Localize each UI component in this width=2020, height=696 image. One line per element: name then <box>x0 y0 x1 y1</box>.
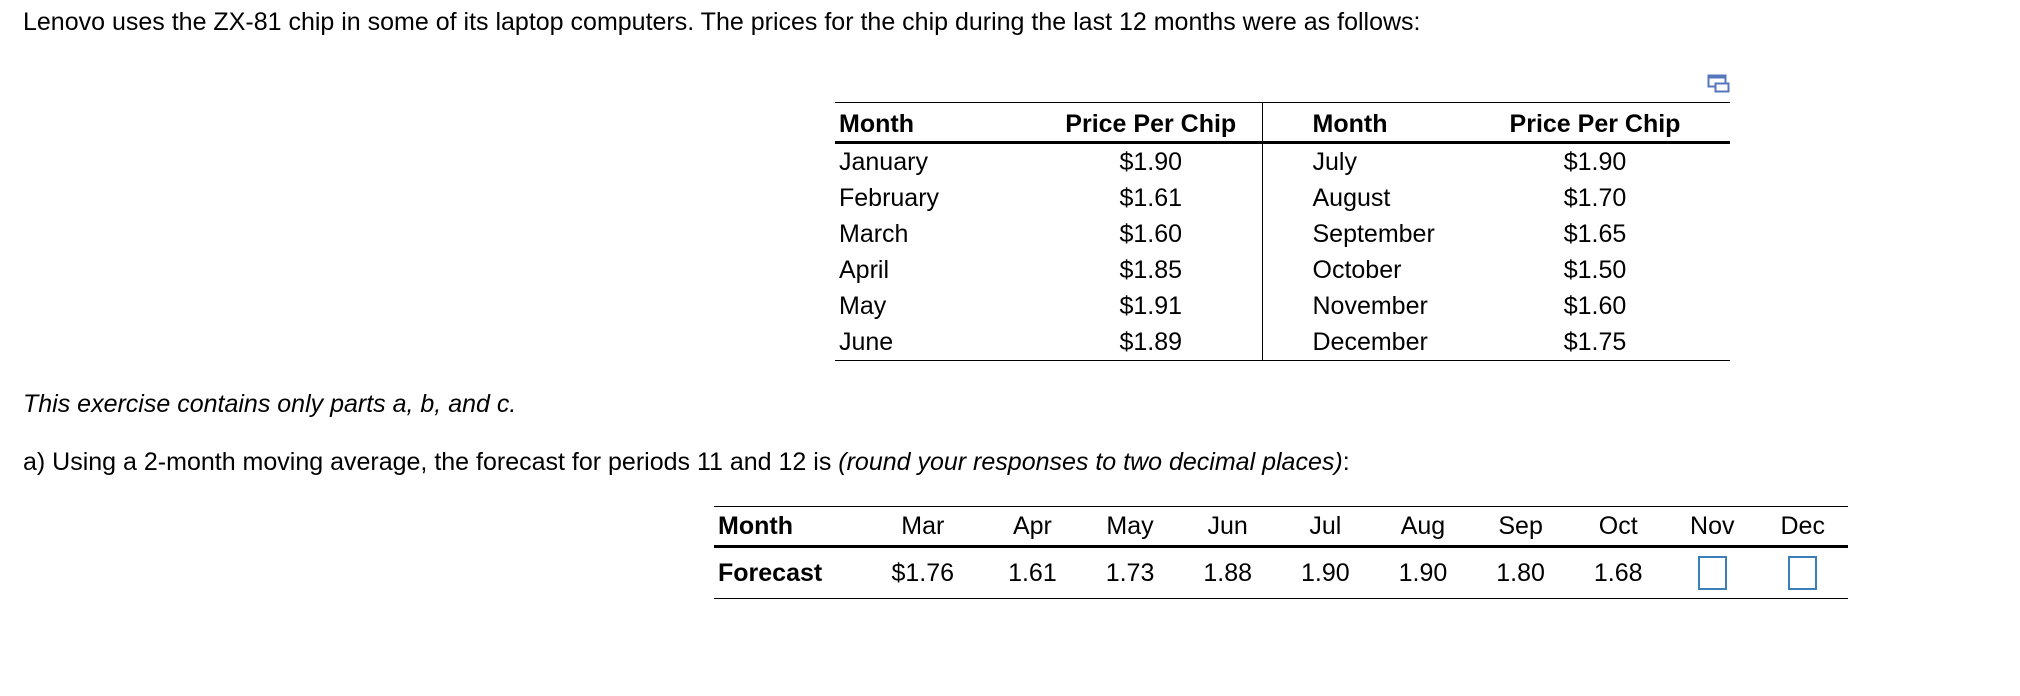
month-cell: July <box>1312 147 1357 176</box>
forecast-value-row <box>714 547 1848 599</box>
month-cell: May <box>839 291 887 320</box>
month-cell: June <box>835 324 1040 361</box>
forecast-value: 1.80 <box>1472 547 1570 599</box>
question-text <box>23 448 1350 477</box>
month-header: Jul <box>1277 507 1375 547</box>
price-cell: $1.90 <box>1563 147 1627 176</box>
price-cell: $1.89 <box>1040 324 1262 361</box>
forecast-value: 1.90 <box>1374 547 1472 599</box>
price-cell: $1.70 <box>1563 183 1627 212</box>
table-row <box>835 216 1730 252</box>
table-row <box>835 180 1730 216</box>
month-cell: March <box>839 219 909 248</box>
forecast-value: 1.73 <box>1081 547 1179 599</box>
row-label-month: Month <box>714 507 862 547</box>
question-emphasis: (round your responses to two decimal places) <box>838 448 1343 476</box>
month-cell: November <box>1312 291 1428 320</box>
month-header: Nov <box>1667 507 1757 547</box>
price-cell: $1.61 <box>1040 180 1262 216</box>
month-header: Jun <box>1179 507 1277 547</box>
month-cell: October <box>1312 255 1402 284</box>
month-cell: September <box>1312 219 1435 248</box>
header-month-2: Month <box>1262 103 1460 143</box>
price-cell: $1.91 <box>1040 288 1262 324</box>
price-cell: $1.90 <box>1040 143 1262 181</box>
month-cell: January <box>839 147 928 176</box>
prices-table <box>835 102 1730 361</box>
month-header: Aug <box>1374 507 1472 547</box>
forecast-value: 1.68 <box>1569 547 1667 599</box>
table-row <box>835 143 1730 181</box>
prices-header-row <box>835 103 1730 143</box>
nov-answer-cell <box>1667 547 1757 599</box>
popout-icon[interactable] <box>1707 74 1731 96</box>
header-price-2: Price Per Chip <box>1460 103 1730 143</box>
forecast-value: $1.76 <box>862 547 984 599</box>
month-cell: December <box>1262 324 1460 361</box>
forecast-table <box>714 506 1848 599</box>
row-label-forecast: Forecast <box>714 547 862 599</box>
table-row <box>835 324 1730 361</box>
question-prefix: a) Using a 2-month moving average, the forecast for periods 11 and 12 is <box>23 448 839 476</box>
month-header: Mar <box>862 507 984 547</box>
price-cell: $1.65 <box>1563 219 1627 248</box>
nov-forecast-input[interactable] <box>1698 556 1727 590</box>
dec-answer-cell <box>1757 547 1848 599</box>
month-header: Dec <box>1757 507 1848 547</box>
table-row <box>835 288 1730 324</box>
header-price-1: Price Per Chip <box>1040 103 1262 143</box>
price-cell: $1.50 <box>1563 255 1627 284</box>
month-header: Sep <box>1472 507 1570 547</box>
price-cell: $1.85 <box>1040 252 1262 288</box>
forecast-value: 1.88 <box>1179 547 1277 599</box>
month-cell: August <box>1312 183 1391 212</box>
dec-forecast-input[interactable] <box>1788 556 1817 590</box>
forecast-value: 1.61 <box>984 547 1082 599</box>
forecast-month-row <box>714 507 1848 547</box>
price-cell: $1.60 <box>1563 291 1627 320</box>
exercise-note: This exercise contains only parts a, b, and c. <box>23 390 517 418</box>
question-suffix: : <box>1342 448 1350 476</box>
table-row <box>835 252 1730 288</box>
month-header: Apr <box>984 507 1082 547</box>
month-cell: April <box>839 255 890 284</box>
intro-text: Lenovo uses the ZX-81 chip in some of its laptop computers. The prices for the chip during the last 12 months were as follows: <box>23 8 1421 36</box>
month-header: May <box>1081 507 1179 547</box>
price-cell: $1.75 <box>1460 324 1730 361</box>
month-header: Oct <box>1569 507 1667 547</box>
month-cell: February <box>839 183 940 212</box>
price-cell: $1.60 <box>1040 216 1262 252</box>
header-month-1: Month <box>835 103 1040 143</box>
forecast-value: 1.90 <box>1277 547 1375 599</box>
